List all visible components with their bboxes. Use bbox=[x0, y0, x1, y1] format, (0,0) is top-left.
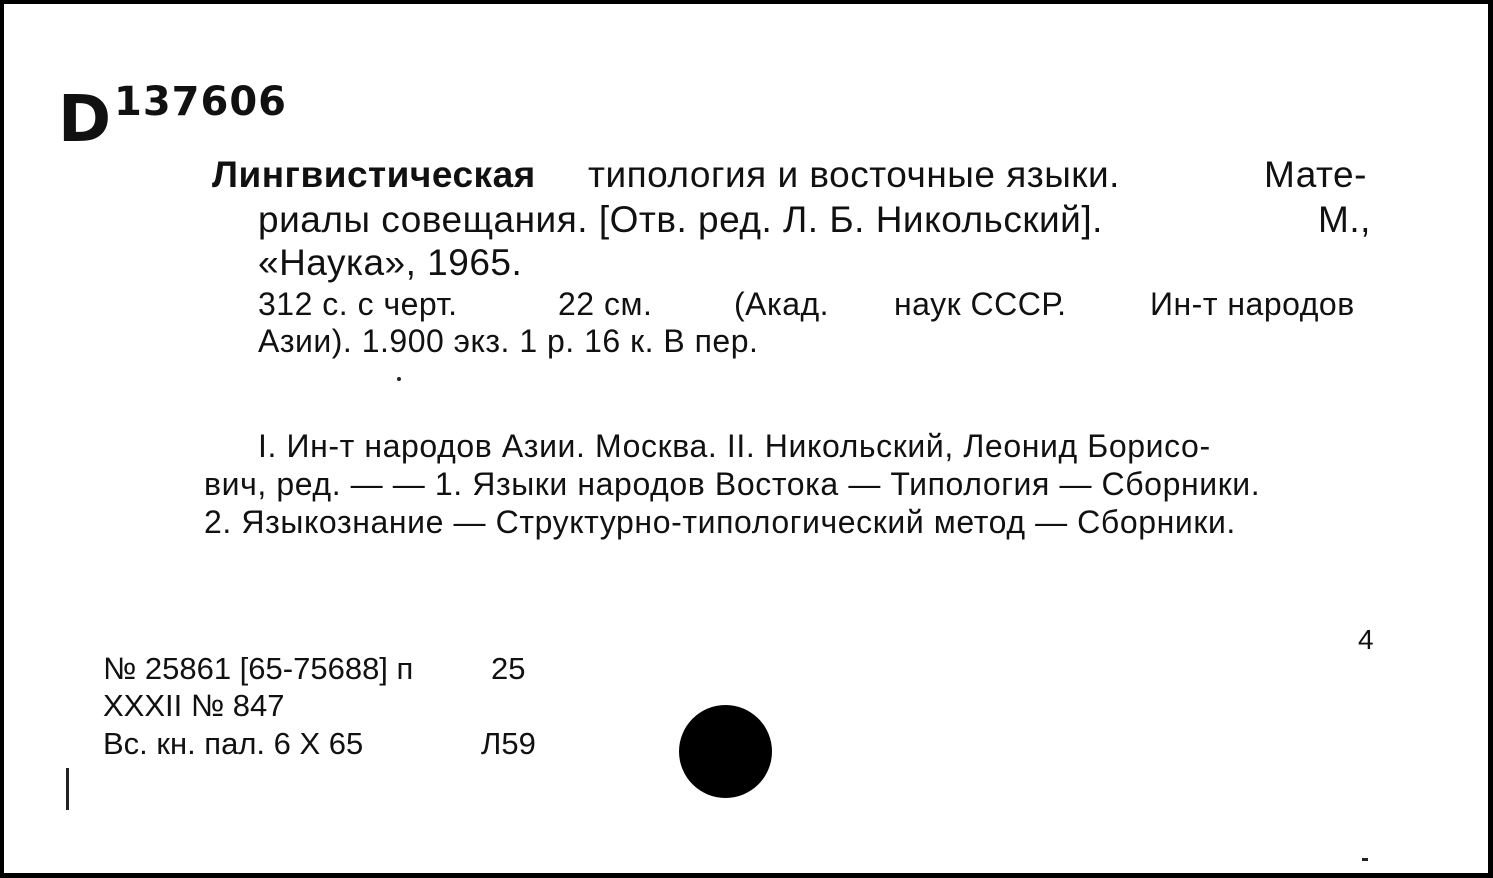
card-border-bottom bbox=[0, 873, 1493, 878]
title-continuation: типология и восточные языки. bbox=[588, 154, 1120, 195]
accession-line-2: XXXII № 847 bbox=[103, 688, 285, 723]
title-lead-word: Лингвистическая bbox=[212, 154, 536, 195]
tracing-line-1: I. Ин-т народов Азии. Москва. II. Никольский, Леонид Борисо- bbox=[258, 428, 1211, 464]
title-line-1-end: Мате- bbox=[1264, 154, 1367, 195]
card-border-right bbox=[1488, 0, 1493, 878]
title-line-1 bbox=[212, 154, 1367, 196]
chamber-date: Вс. кн. пал. 6 X 65 bbox=[103, 726, 364, 761]
ink-mark bbox=[66, 768, 69, 810]
series-part-3: Ин-т народов bbox=[1150, 286, 1355, 322]
call-number: 137606 bbox=[114, 79, 287, 125]
call-number-letter: D bbox=[58, 83, 113, 157]
speck bbox=[397, 377, 401, 381]
tracing-line-2: вич, ред. — — 1. Языки народов Востока — Типология — Сборники. bbox=[204, 466, 1261, 502]
series-part-1: (Акад. bbox=[734, 286, 830, 322]
pages: 312 с. с черт. bbox=[258, 286, 458, 322]
accession-count: 25 bbox=[491, 651, 526, 686]
punch-hole bbox=[679, 705, 772, 798]
size: 22 см. bbox=[558, 286, 653, 322]
tracing-line-3: 2. Языкознание — Структурно-типологический метод — Сборники. bbox=[204, 504, 1236, 540]
title-line-2-main: риалы совещания. [Отв. ред. Л. Б. Никольский]. bbox=[258, 199, 1103, 240]
accession-line-1 bbox=[103, 651, 526, 687]
accession-line-3 bbox=[103, 726, 536, 762]
title-line-2 bbox=[258, 199, 1371, 241]
speck bbox=[1362, 858, 1368, 861]
physical-description-line-2: Азии). 1.900 экз. 1 р. 16 к. В пер. bbox=[258, 323, 759, 359]
chamber-code: Л59 bbox=[481, 726, 536, 761]
card-border-top bbox=[0, 0, 1493, 4]
accession-number: № 25861 [65-75688] п bbox=[103, 651, 414, 686]
publisher-place: М., bbox=[1318, 199, 1371, 240]
card-count: 4 bbox=[1358, 624, 1374, 655]
card-border-left bbox=[0, 0, 4, 878]
series-part-2: наук СССР. bbox=[894, 286, 1067, 322]
publisher-year: «Наука», 1965. bbox=[258, 242, 523, 283]
